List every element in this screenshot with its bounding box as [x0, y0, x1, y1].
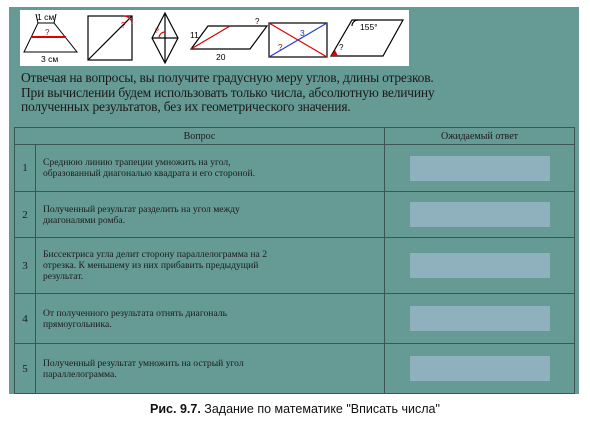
angle-label: 155° — [360, 22, 378, 32]
row-number: 3 — [15, 238, 36, 294]
question-text — [36, 145, 385, 192]
answer-cell — [385, 145, 575, 192]
angle-marker — [331, 50, 338, 56]
question-line: Биссектриса угла делит сторону параллелограмма на 2 — [43, 249, 267, 260]
question-line: прямоугольника. — [43, 318, 112, 330]
rectangle-question: ? — [278, 43, 283, 52]
answer-input[interactable] — [410, 202, 550, 227]
questions-table — [14, 127, 575, 394]
parallelogram-side-label: 11 — [190, 30, 199, 40]
table-row — [15, 294, 575, 344]
rhombus-question: ? — [155, 28, 159, 35]
intro-text — [21, 71, 571, 115]
caption-text: Задание по математике "Вписать числа" — [200, 402, 440, 416]
figure-caption — [0, 402, 590, 416]
table-header-row — [15, 128, 575, 145]
question-line: Полученный результат разделить на угол между — [43, 203, 240, 215]
answer-cell — [385, 294, 575, 344]
question-text — [36, 238, 385, 294]
question-line: отрезка. К меньшему из них прибавить предыдущий — [43, 260, 259, 271]
answer-cell — [385, 344, 575, 394]
row-number: 5 — [15, 344, 36, 394]
question-line: Среднюю линию трапеции умножить на угол, — [43, 157, 231, 168]
table-row — [15, 238, 575, 294]
question-line: диагоналями ромба. — [43, 214, 126, 226]
table-row — [15, 192, 575, 238]
row-number: 4 — [15, 294, 36, 344]
intro-line-1: Отвечая на вопросы, вы получите градусную меру углов, длины отрезков. — [21, 70, 434, 85]
task-panel — [9, 7, 579, 394]
trapezoid-top-label: 1 см — [37, 12, 55, 22]
intro-line-2: При вычислении будем использовать только числа, абсолютную величину — [21, 84, 435, 100]
question-text — [36, 294, 385, 344]
parallelogram-bottom-label: 20 — [216, 52, 226, 62]
answer-cell — [385, 238, 575, 294]
geometry-figures — [20, 10, 409, 66]
question-line: результат. — [43, 271, 84, 282]
row-number: 1 — [15, 145, 36, 192]
parallelogram-question: ? — [255, 17, 260, 26]
question-text — [36, 192, 385, 238]
question-text — [36, 344, 385, 394]
trapezoid-bottom-label: 3 см — [41, 54, 59, 64]
table-row — [15, 145, 575, 192]
square-question: ? — [121, 21, 126, 30]
figures-strip — [20, 10, 409, 66]
answer-input[interactable] — [410, 356, 550, 381]
row-number: 2 — [15, 192, 36, 238]
answer-cell — [385, 192, 575, 238]
angle-question: ? — [339, 43, 344, 52]
column-header-question: Вопрос — [15, 128, 385, 145]
question-line: параллелограмма. — [43, 368, 117, 380]
answer-input[interactable] — [410, 156, 550, 181]
rectangle-label: 3 — [300, 28, 305, 38]
question-line: Полученный результат умножить на острый угол — [43, 357, 244, 369]
answer-input[interactable] — [410, 253, 550, 278]
table-row — [15, 344, 575, 394]
answer-input[interactable] — [410, 306, 550, 331]
question-line: От полученного результата отнять диагональ — [43, 307, 227, 319]
question-line: образованный диагональю квадрата и его стороной. — [43, 168, 255, 179]
column-header-answer: Ожидаемый ответ — [385, 128, 575, 145]
parallelogram-figure — [191, 26, 267, 49]
rhombus-figure — [152, 13, 178, 63]
caption-label: Рис. 9.7. — [150, 402, 201, 416]
trapezoid-question: ? — [45, 28, 50, 37]
intro-line-3: полученных результатов, без их геометрического значения. — [21, 99, 351, 114]
